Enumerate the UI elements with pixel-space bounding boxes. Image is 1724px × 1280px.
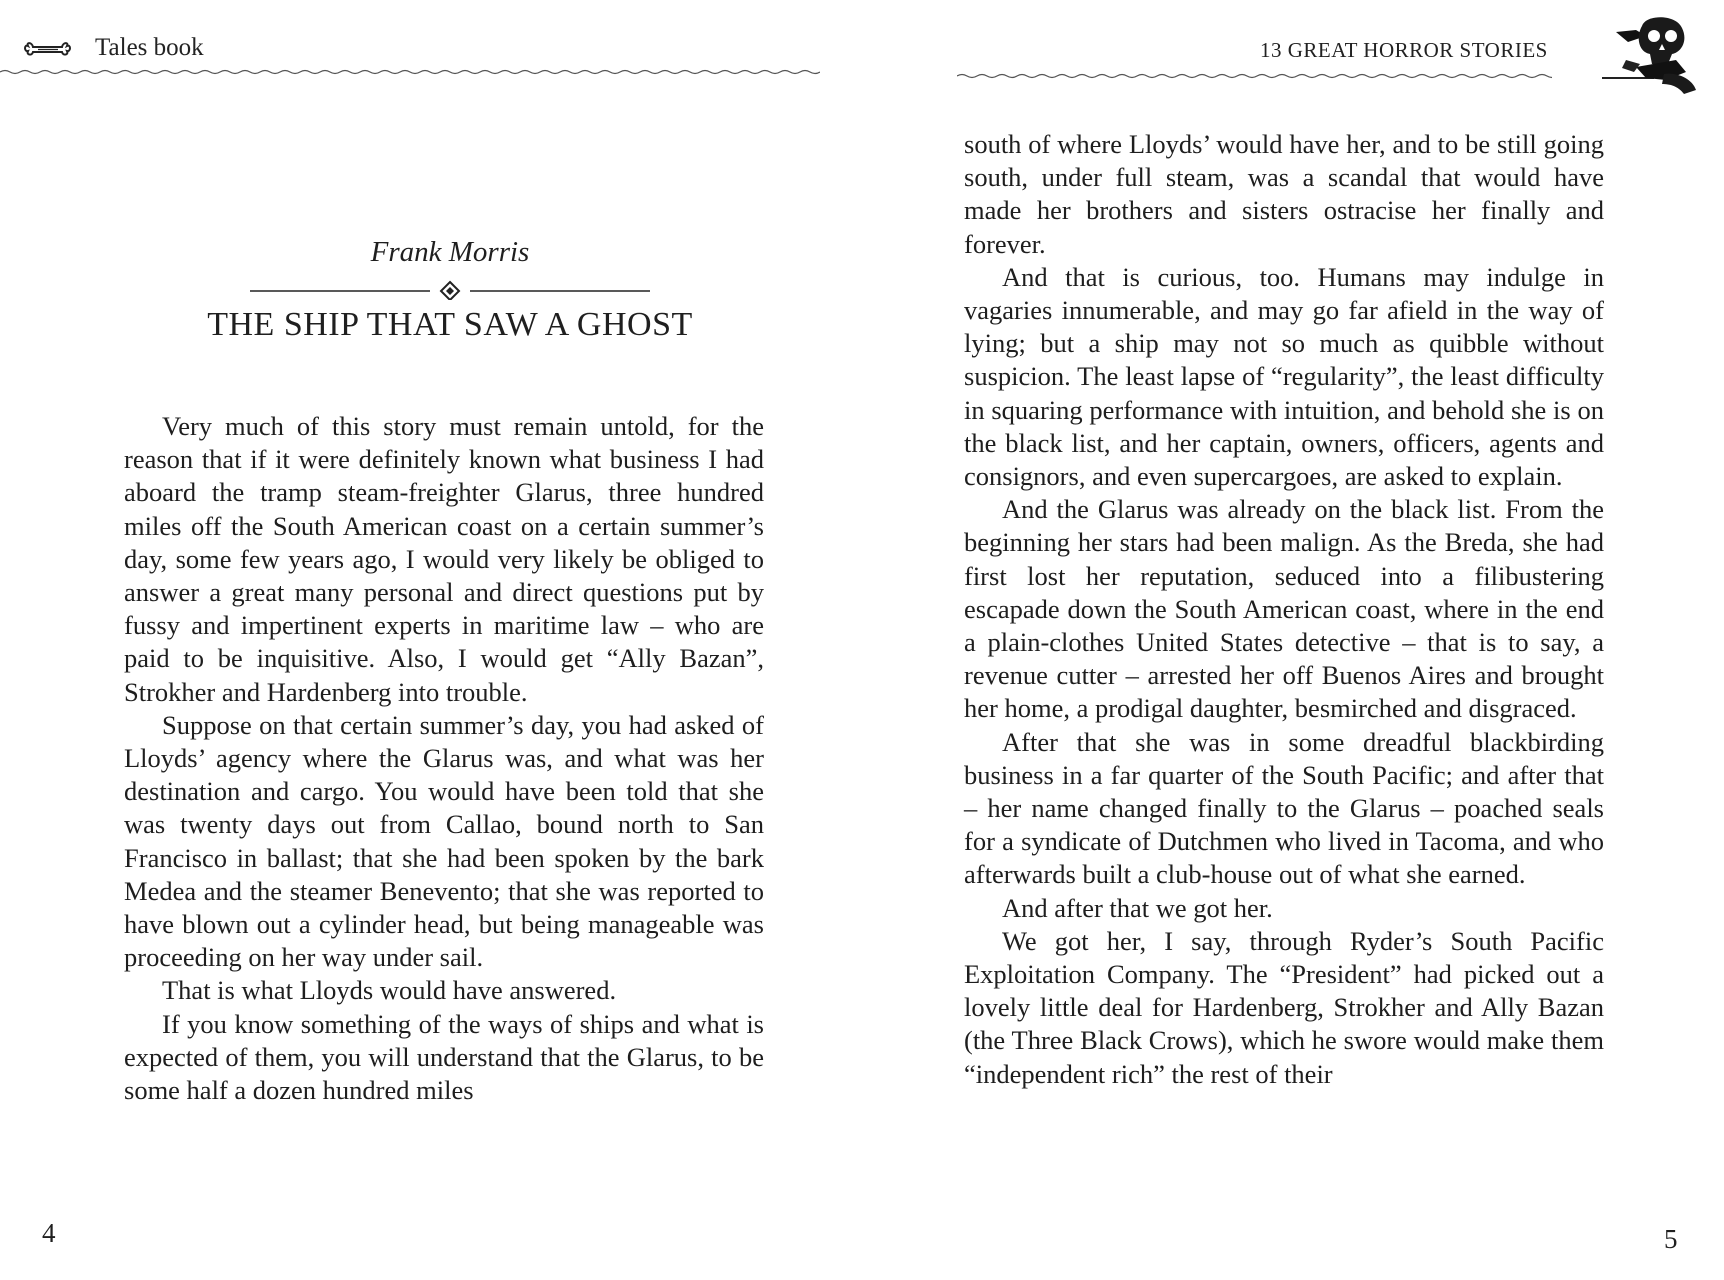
paragraph: We got her, I say, through Ryder’s South Pacific Exploitation Company. The “President” had picked out a lovely little deal for Hardenberg, Strokher and Ally Bazan (the Three Black Crows), which he swore would make them “independent rich” the rest of their (964, 925, 1604, 1089)
paragraph: After that she was in some dreadful blackbirding business in a far quarter of the South Pacific; and after that – her name changed finally to the Glarus – poached seals for a syndicate of Dutchmen who lived in Tacoma, and who afterwards built a club-house out of what she earned. (964, 726, 1604, 890)
skull-icon (1606, 12, 1706, 102)
paragraph: If you know something of the ways of ships and what is expected of them, you will understand that the Glarus, to be some half a dozen hundred miles (124, 1008, 764, 1106)
diamond-ornament-icon (250, 280, 650, 300)
paragraph: And after that we got her. (1002, 892, 1273, 923)
paragraph: And that is curious, too. Humans may indulge in vagaries innumerable, and may go far afield in the way of lying; but a ship may not so much as quibble without suspicion. The least lapse of “regularity”, the least difficulty in squaring performance with intuition, and behold she is on the black list, and her captain, owners, officers, agents and consignors, and even supercargoes, are asked to explain. (964, 261, 1604, 492)
header-rule (957, 72, 1552, 79)
running-head: Tales book (95, 34, 204, 61)
bone-icon (22, 40, 78, 60)
body-text (964, 128, 1604, 1091)
paragraph: Very much of this story must remain untold, for the reason that if it were definitely known what business I had aboard the tramp steam-freighter Glarus, three hundred miles off the South American coast on a certain summer’s day, some few years ago, I would very likely be obliged to answer a great many personal and direct questions put by fussy and impertinent experts in maritime law – who are paid to be inquisitive. Also, I would get “Ally Bazan”, Strokher and Hardenberg into trouble. (124, 411, 764, 707)
paragraph: That is what Lloyds would have answered. (162, 975, 617, 1006)
page-number: 5 (1664, 1224, 1678, 1254)
right-page (862, 0, 1724, 1280)
header-rule (0, 68, 820, 75)
paragraph: And the Glarus was already on the black list. From the beginning her stars had been malign. As the Breda, she had first lost her reputation, seduced into a filibustering escapade down the South American coast, where in the end a plain-clothes United States detective – that is to say, a revenue cutter – arrested her off Buenos Aires and brought her home, a prodigal daughter, besmirched and disgraced. (964, 494, 1604, 724)
paragraph: Suppose on that certain summer’s day, you had asked of Lloyds’ agency where the Glarus was, and what was her destination and cargo. You would have been told that she was twenty days out from Callao, bound north to San Francisco in ballast; that she had been spoken by the bark Medea and the steamer Benevento; that she was reported to have blown out a cylinder head, but being manageable was proceeding on her way under sail. (124, 709, 764, 973)
paragraph: south of where Lloyds’ would have her, and to be still going south, under full steam, was a scandal that would have made her brothers and sisters ostracise her finally and forever. (964, 129, 1604, 259)
author-name: Frank Morris (370, 236, 530, 268)
running-head: 13 GREAT HORROR STORIES (1260, 38, 1548, 62)
body-text (124, 410, 764, 1107)
page-number: 4 (42, 1218, 56, 1248)
story-title: THE SHIP THAT SAW A GHOST (207, 306, 693, 343)
